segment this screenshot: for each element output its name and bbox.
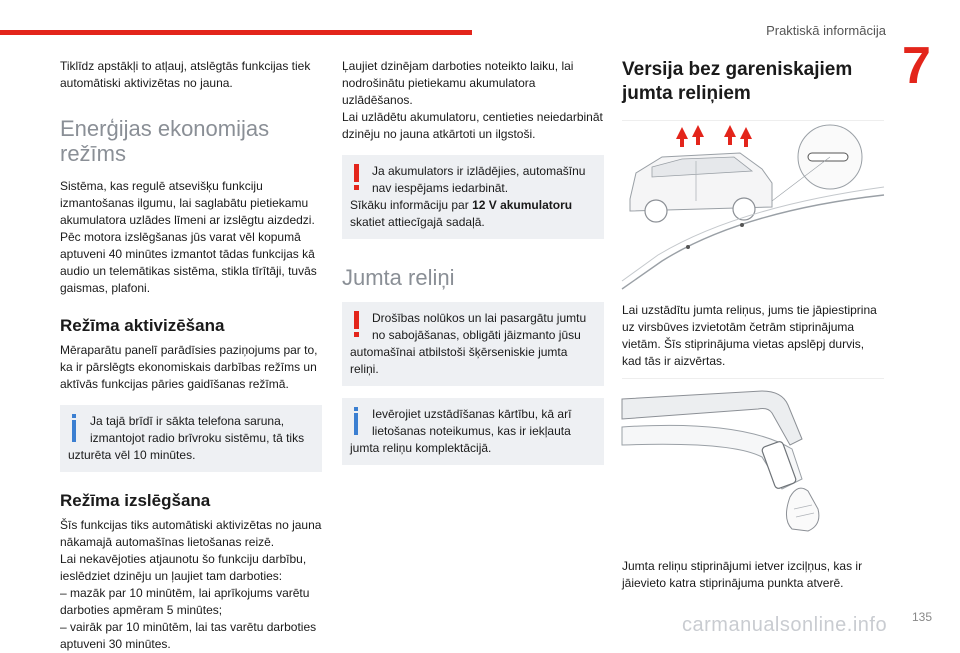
warn-battery-line2: nav iespējams iedarbināt.: [372, 181, 509, 195]
battery-link-text: 12 V akumulatoru: [472, 198, 573, 212]
warning-note-battery: [342, 155, 604, 239]
info-note-rails: [342, 398, 604, 465]
roof-rail-clip-svg: [622, 379, 884, 549]
warn-rails-line1: Drošības nolūkos un lai pasargātu jumtu: [372, 311, 587, 325]
heading-energy-mode: Enerģijas ekonomijas režīms: [60, 116, 270, 166]
activation-paragraph: Mēraparātu panelī parādīsies paziņojums par to, ka ir pārslēgts ekonomiskais darbības režīms un aktīvās funkcijas pāries gaidīšanas režīmā.: [60, 343, 318, 391]
install-paragraph: Lai uzstādītu jumta reliņus, jums tie jāpiestiprina uz virsbūves izvietotām četrām stiprinājuma vietām. Šīs stiprinājuma vietas apslēpj durvis, kad tās ir aizvērtas.: [622, 303, 877, 368]
car-roof-svg: [622, 121, 884, 289]
info-rails-line2: lietošanas noteikumus, kas ir iekļauta jumta reliņu komplektācijā.: [350, 424, 571, 455]
info-rails-line1: Ievērojiet uzstādīšanas kārtību, kā arī: [372, 407, 572, 421]
chapter-number: 7: [902, 37, 931, 95]
warn-battery-pre: Sīkāku informāciju par: [350, 198, 473, 212]
roof-rail-clip-illustration: [622, 378, 884, 548]
warn-battery-line1: Ja akumulators ir izlādējies, automašīnu: [372, 164, 586, 178]
car-roof-illustration: [622, 120, 884, 288]
deact-line2: Lai nekavējoties atjaunotu šo funkciju darbību, ieslēdziet dzinēju un ļaujiet tam darboties:: [60, 552, 307, 583]
info-note-line1: Ja tajā brīdī ir sākta telefona saruna,: [90, 414, 285, 428]
deact-line3: – mazāk par 10 minūtēm, lai aprīkojums varētu darboties apmēram 5 minūtes;: [60, 586, 310, 617]
deact-line1: Šīs funkcijas tiks automātiski aktivizētas no jauna nākamajā automašīnas lietošanas reizē.: [60, 518, 322, 549]
heading-roof-rails: Jumta reliņi: [342, 265, 455, 290]
warning-note-rails: [342, 302, 604, 386]
warn-battery-line4: skatiet attiecīgajā sadaļā.: [350, 215, 485, 229]
watermark: carmanualsonline.info: [682, 614, 888, 636]
column-3: [622, 58, 884, 592]
section-title: Praktiskā informācija: [766, 23, 886, 38]
header-accent-bar: [0, 30, 472, 35]
warning-icon: [352, 311, 360, 337]
heading-version-no-rails: Versija bez gareniskajiem jumta reliņiem: [622, 59, 853, 104]
clips-paragraph: Jumta reliņu stiprinājumi ietver izciļņus, kas ir jāievieto katra stiprinājuma punkta atverē.: [622, 559, 863, 590]
run-engine-paragraph: Ļaujiet dzinējam darboties noteikto laiku, lai nodrošinātu pietiekamu akumulatora uzlādēšanos.: [342, 59, 574, 107]
warn-battery-line3: [350, 197, 594, 214]
warn-rails-line2: no sabojāšanas, obligāti jāizmanto jūsu automašīnai atbilstoši šķērseniskie jumta reliņi.: [350, 328, 581, 376]
info-note-line2: izmantojot radio brīvroku sistēmu, tā tiks uzturēta vēl 10 minūtes.: [68, 431, 305, 462]
column-2: [342, 58, 604, 477]
deact-line4: – vairāk par 10 minūtēm, lai tas varētu darboties aptuveni 30 minūtes.: [60, 620, 317, 651]
page-number: 135: [912, 610, 933, 624]
column-1: [60, 58, 322, 653]
info-note-call: [60, 405, 322, 472]
intro-paragraph: Tiklīdz apstākļi to atļauj, atslēgtās funkcijas tiek automātiski aktivizētas no jauna.: [60, 59, 311, 90]
info-icon: [352, 407, 360, 435]
heading-activation: Režīma aktivizēšana: [60, 316, 225, 335]
avoid-restart-paragraph: Lai uzlādētu akumulatoru, centieties neiedarbināt dzinēju no jauna atkārtoti un ilgstoši.: [342, 110, 603, 141]
warning-icon: [352, 164, 360, 190]
energy-paragraph: Sistēma, kas regulē atsevišķu funkciju izmantošanas ilgumu, lai saglabātu pietiekamu akumulatora uzlādes līmeni ar izslēgtu aizdedzi. Pēc motora izslēgšanas jūs varat vēl kopumā aptuveni 40 minūtes izmantot tādas funkcijas kā audio un telemātikas sistēma, stikla tīrītāji, tuvās gaismas, plafoni.: [60, 179, 317, 295]
heading-deactivation: Režīma izslēgšana: [60, 491, 211, 510]
info-icon: [70, 414, 78, 442]
